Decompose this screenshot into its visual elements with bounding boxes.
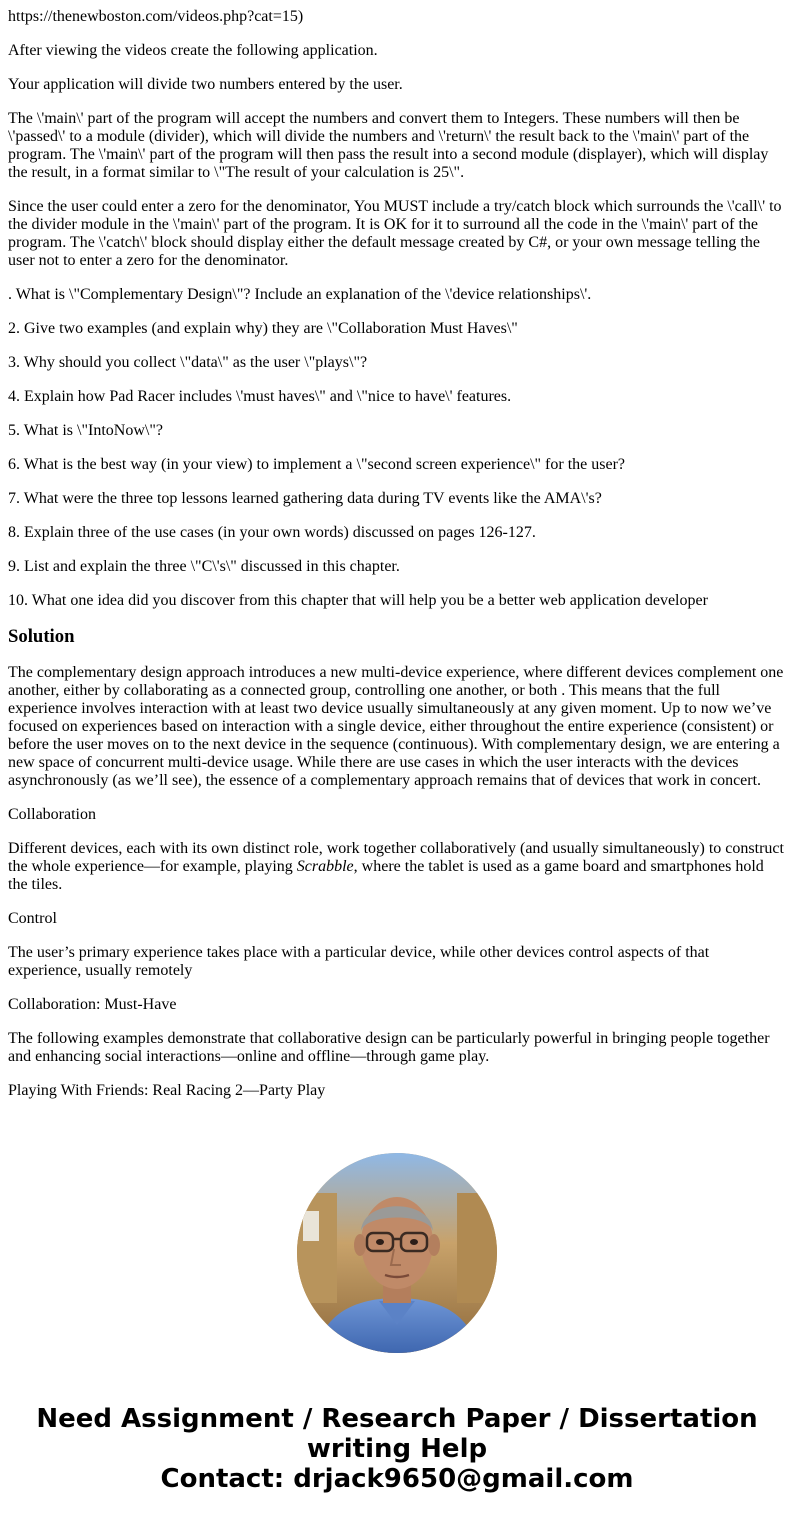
task-paragraph: Your application will divide two numbers entered by the user.	[8, 76, 403, 93]
document-content	[8, 8, 786, 1116]
collaboration-title: Collaboration	[8, 806, 96, 823]
avatar	[297, 1153, 497, 1353]
avatar-portrait	[297, 1153, 497, 1353]
question-item: 10. What one idea did you discover from this chapter that will help you be a better web application developer	[8, 592, 708, 609]
playing-with-friends-title: Playing With Friends: Real Racing 2—Party Play	[8, 1082, 326, 1099]
url-line: https://thenewboston.com/videos.php?cat=15)	[8, 8, 304, 25]
footer-contact-line: Contact: drjack9650@gmail.com	[160, 1464, 634, 1494]
collaboration-text-end: , where the tablet is used as a game board and smartphones hold the tiles.	[8, 858, 764, 893]
question-item: 2. Give two examples (and explain why) they are \"Collaboration Must Haves\"	[8, 320, 518, 337]
question-item: . What is \"Complementary Design\"? Include an explanation of the \'device relationships\'.	[8, 286, 592, 303]
question-item: 4. Explain how Pad Racer includes \'must haves\" and \"nice to have\' features.	[8, 388, 512, 405]
question-item: 6. What is the best way (in your view) to implement a \"second screen experience\" for the user?	[8, 456, 625, 473]
question-item: 3. Why should you collect \"data\" as the user \"plays\"?	[8, 354, 368, 371]
question-item: 5. What is \"IntoNow\"?	[8, 422, 163, 439]
try-catch-paragraph: Since the user could enter a zero for the denominator, You MUST include a try/catch block which surrounds the \'call\' to the divider module in the \'main\' part of the program. It is OK for it to surround all the code in the \'main\' part of the program. The \'catch\' block should display either the default message created by C#, or your own message telling the user not to enter a zero for the denominator.	[8, 198, 782, 269]
footer-line-2: writing Help	[306, 1434, 488, 1464]
question-item: 9. List and explain the three \"C\'s\" discussed in this chapter.	[8, 558, 400, 575]
question-item: 8. Explain three of the use cases (in your own words) discussed on pages 126-127.	[8, 524, 536, 541]
intro-paragraph: After viewing the videos create the following application.	[8, 42, 378, 59]
solution-paragraph: The complementary design approach introduces a new multi-device experience, where different devices complement one another, either by collaborating as a connected group, controlling one another, or both . This means that the full experience involves interaction with at least two device usually simultaneously at any given moment. Up to now we’ve focused on experiences based on interaction with a single device, either throughout the entire experience (consistent) or before the user moves on to the next device in the sequence (continuous). With complementary design, we are entering a new space of concurrent multi-device usage. While there are use cases in which the user interacts with the devices asynchronously (as we’ll see), the essence of a complementary approach remains that of devices that work in concert.	[8, 664, 784, 789]
control-title: Control	[8, 910, 57, 927]
scrabble-emphasis: Scrabble	[296, 858, 354, 875]
footer-line-1: Need Assignment / Research Paper / Dissertation	[36, 1404, 758, 1434]
contact-footer	[0, 1404, 794, 1494]
solution-heading: Solution	[8, 626, 75, 647]
control-paragraph: The user’s primary experience takes place with a particular device, while other devices control aspects of that experience, usually remotely	[8, 944, 710, 979]
must-have-title: Collaboration: Must-Have	[8, 996, 177, 1013]
collaboration-paragraph	[8, 840, 786, 894]
main-part-paragraph: The \'main\' part of the program will accept the numbers and convert them to Integers. These numbers will then be \'passed\' to a module (divider), which will divide the numbers and \'return\' the result back to the \'main\' part of the program. The \'main\' part of the program will then pass the result into a second module (displayer), which will display the result, in a format similar to \"The result of your calculation is 25\".	[8, 110, 769, 181]
question-item: 7. What were the three top lessons learned gathering data during TV events like the AMA\'s?	[8, 490, 602, 507]
must-have-paragraph: The following examples demonstrate that collaborative design can be particularly powerful in bringing people together and enhancing social interactions—online and offline—through game play.	[8, 1030, 770, 1065]
collaboration-text-start: Different devices, each with its own distinct role, work together collaboratively (and usually simultaneously) to construct the whole experience—for example, playing	[8, 840, 784, 875]
